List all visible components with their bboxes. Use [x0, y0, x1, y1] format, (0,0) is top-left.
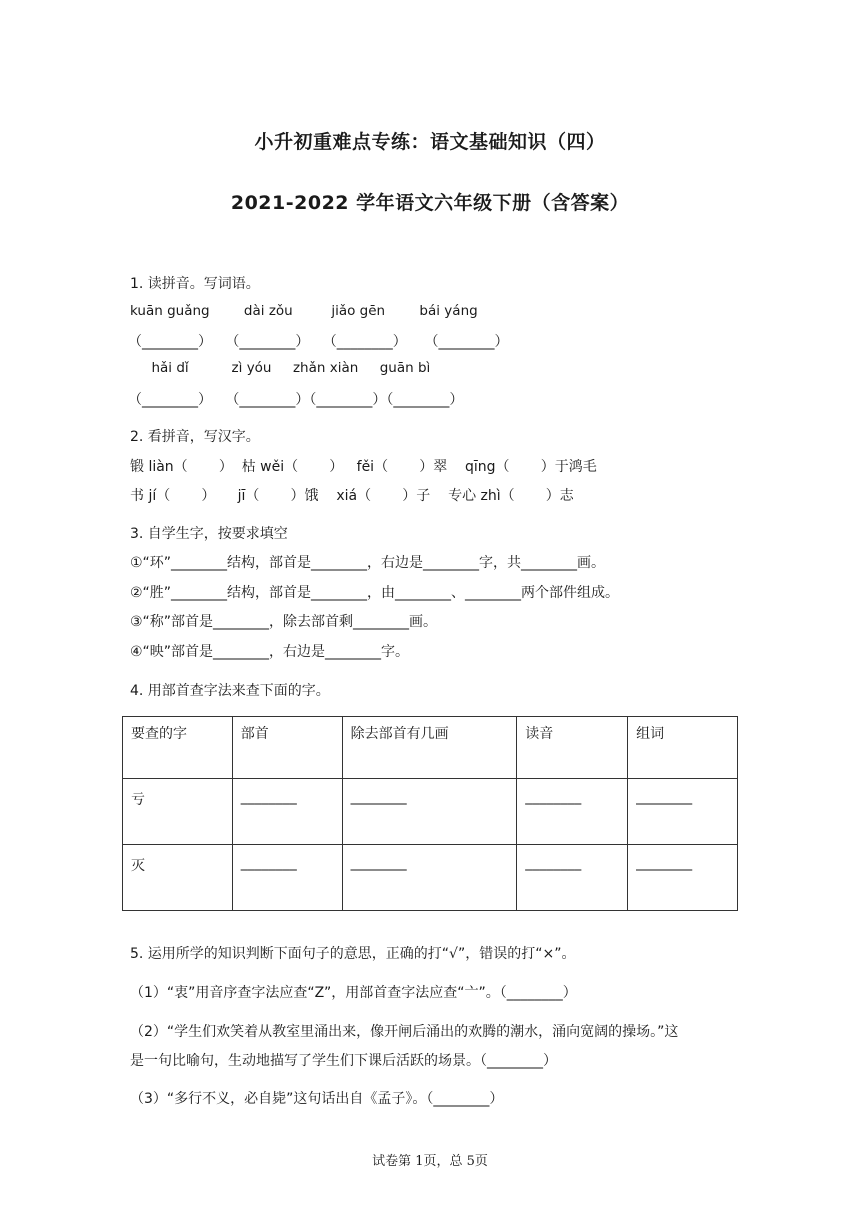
q1-blanks-row-2: （________） （________）（________）（________） [128, 392, 464, 408]
answer-blank[interactable]: ________ [628, 845, 738, 911]
q5-item-3: （3）“多行不义，必自毙”这句话出自《孟子》。（________） [130, 1091, 504, 1107]
page-footer: 试卷第 1页，总 5页 [372, 1154, 488, 1169]
q4-prompt: 4. 用部首查字法来查下面的字。 [130, 683, 330, 699]
q3-prompt: 3. 自学生字，按要求填空 [130, 526, 288, 542]
answer-blank[interactable]: ________ [232, 845, 342, 911]
row-character: 灭 [123, 845, 233, 911]
paper-subtitle: 2021-2022 学年语文六年级下册（含答案） [230, 192, 630, 214]
header-cell-character: 要查的字 [123, 717, 233, 779]
table-row [123, 779, 738, 845]
q1-prompt: 1. 读拼音。写词语。 [130, 276, 260, 292]
q1-blanks-row-1: （________） （________） （________） （________） [128, 334, 509, 350]
q2-row-2: 书 jí（ ） jī（ ）饿 xiá（ ）子 专心 zhì（ ）志 [130, 488, 574, 504]
table-header-row [123, 717, 738, 779]
q5-item-2-continued: 是一句比喻句，生动地描写了学生们下课后活跃的场景。（________） [130, 1053, 557, 1069]
q5-prompt: 5. 运用所学的知识判断下面句子的意思，正确的打“√”，错误的打“×”。 [130, 946, 576, 962]
q1-pinyin-row-2: hǎi dǐ zì yóu zhǎn xiàn guān bì [130, 360, 431, 376]
header-cell-strokes: 除去部首有几画 [342, 717, 517, 779]
q2-row-1: 锻 liàn（ ） 枯 wěi（ ） fěi（ ）翠 qīng（ ）于鸿毛 [130, 459, 597, 475]
row-character: 亏 [123, 779, 233, 845]
q5-item-2: （2）“学生们欢笑着从教室里涌出来，像开闸后涌出的欢腾的潮水，涌向宽阔的操场。”这 [130, 1024, 679, 1040]
q1-pinyin-row-1: kuān guǎng dài zǒu jiǎo gēn bái yáng [130, 303, 478, 319]
header-cell-pronunciation: 读音 [517, 717, 628, 779]
header-cell-word: 组词 [628, 717, 738, 779]
q3-item-4: ④“映”部首是________，右边是________字。 [130, 644, 410, 660]
answer-blank[interactable]: ________ [342, 845, 517, 911]
q2-prompt: 2. 看拼音，写汉字。 [130, 429, 260, 445]
answer-blank[interactable]: ________ [628, 779, 738, 845]
q3-item-3: ③“称”部首是________，除去部首剩________画。 [130, 614, 438, 630]
header-cell-radical: 部首 [232, 717, 342, 779]
paper-title: 小升初重难点专练：语文基础知识（四） [254, 131, 606, 153]
q5-item-1: （1）“衷”用音序查字法应查“Z”，用部首查字法应查“亠”。（________） [130, 985, 577, 1001]
answer-blank[interactable]: ________ [232, 779, 342, 845]
q3-item-2: ②“胜”________结构，部首是________，由________、________两个部件组成。 [130, 585, 620, 601]
answer-blank[interactable]: ________ [342, 779, 517, 845]
q3-item-1: ①“环”________结构，部首是________，右边是________字，共________画。 [130, 555, 606, 571]
radical-lookup-table [122, 716, 738, 911]
table-row [123, 845, 738, 911]
answer-blank[interactable]: ________ [517, 779, 628, 845]
answer-blank[interactable]: ________ [517, 845, 628, 911]
